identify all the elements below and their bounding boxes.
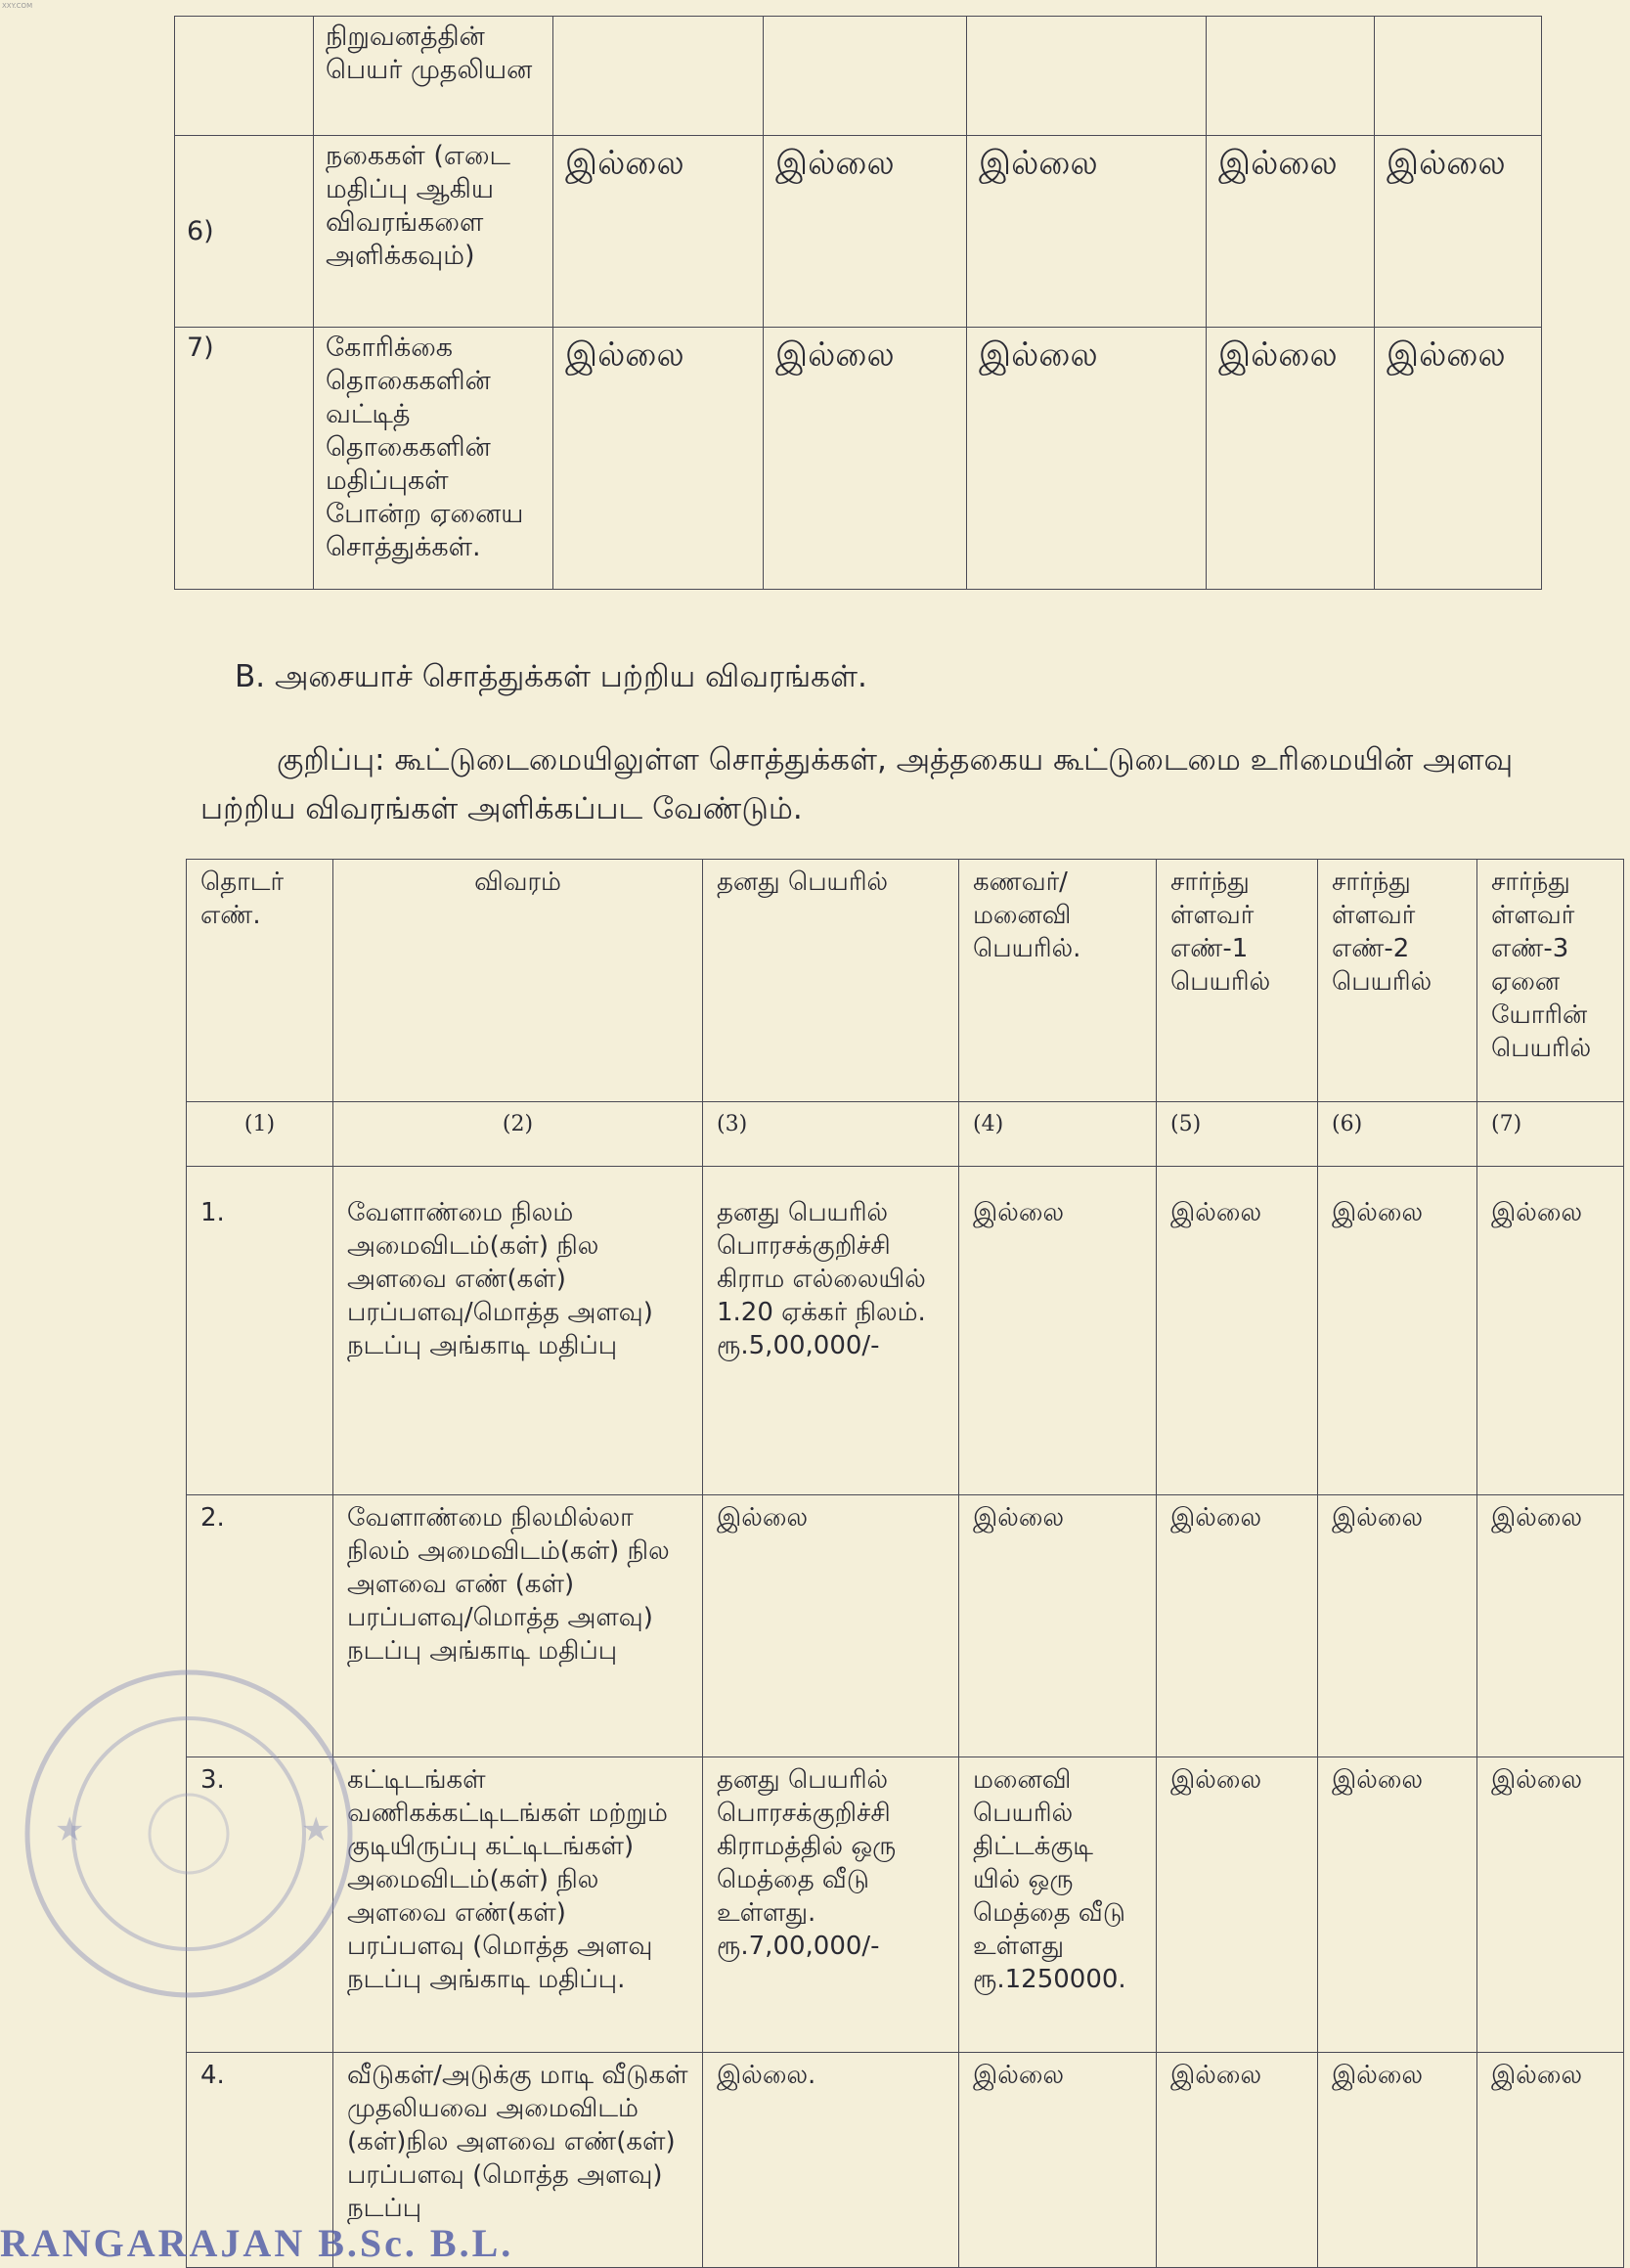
table-row bbox=[187, 1757, 1624, 2053]
table-cell: இல்லை bbox=[1477, 1167, 1624, 1495]
row-number: 2. bbox=[187, 1495, 333, 1757]
section-heading: B. அசையாச் சொத்துக்கள் பற்றிய விவரங்கள். bbox=[235, 659, 867, 694]
row-description: நிறுவனத்தின் பெயர் முதலியன bbox=[314, 17, 553, 136]
table-cell: இல்லை bbox=[1207, 136, 1375, 328]
row-description: கட்டிடங்கள் வணிகக்கட்டிடங்கள் மற்றும் குடியிருப்பு கட்டிடங்கள்) அமைவிடம்(கள்) நில அளவை எண்(கள்) பரப்பளவு (மொத்த அளவு நடப்பு அங்காடி மதிப்பு. bbox=[333, 1757, 703, 2053]
table-row bbox=[187, 1167, 1624, 1495]
row-number: 4. bbox=[187, 2053, 333, 2268]
table-cell: இல்லை bbox=[553, 136, 764, 328]
table-cell: இல்லை bbox=[764, 136, 967, 328]
column-header: விவரம் bbox=[333, 860, 703, 1102]
table-cell: இல்லை bbox=[1207, 328, 1375, 590]
column-header: தனது பெயரில் bbox=[703, 860, 959, 1102]
table-cell: இல்லை bbox=[1157, 2053, 1318, 2268]
column-number: (5) bbox=[1157, 1102, 1318, 1167]
table-cell: இல்லை bbox=[1375, 136, 1542, 328]
row-description: கோரிக்கை தொகைகளின் வட்டித் தொகைகளின் மதிப்புகள் போன்ற ஏனைய சொத்துக்கள். bbox=[314, 328, 553, 590]
assets-table-continued bbox=[174, 16, 1542, 590]
table-cell bbox=[764, 17, 967, 136]
table-cell bbox=[1207, 17, 1375, 136]
table-cell: இல்லை bbox=[1157, 1495, 1318, 1757]
svg-text:★: ★ bbox=[301, 1810, 331, 1849]
row-description: வேளாண்மை நிலம் அமைவிடம்(கள்) நில அளவை எண்(கள்) பரப்பளவு/மொத்த அளவு) நடப்பு அங்காடி மதிப்பு bbox=[333, 1167, 703, 1495]
table-cell: தனது பெயரில் பொரசக்குறிச்சி கிராமத்தில் ஒரு மெத்தை வீடு உள்ளது. ரூ.7,00,000/- bbox=[703, 1757, 959, 2053]
table-cell: இல்லை bbox=[959, 2053, 1157, 2268]
row-number: 1. bbox=[187, 1167, 333, 1495]
row-number: 6) bbox=[175, 136, 314, 328]
column-number: (6) bbox=[1318, 1102, 1477, 1167]
immovable-assets-table bbox=[186, 859, 1624, 2268]
table-cell: இல்லை bbox=[1477, 2053, 1624, 2268]
table-cell: இல்லை bbox=[1318, 1757, 1477, 2053]
table-row bbox=[175, 17, 1542, 136]
table-cell: மனைவி பெயரில் திட்டக்குடி யில் ஒரு மெத்தை வீடு உள்ளது ரூ.1250000. bbox=[959, 1757, 1157, 2053]
table-row bbox=[175, 328, 1542, 590]
table-cell: இல்லை bbox=[959, 1495, 1157, 1757]
column-number-row bbox=[187, 1102, 1624, 1167]
column-number: (7) bbox=[1477, 1102, 1624, 1167]
table-cell: இல்லை bbox=[553, 328, 764, 590]
table-cell: இல்லை bbox=[1477, 1757, 1624, 2053]
column-number: (4) bbox=[959, 1102, 1157, 1167]
table-cell: தனது பெயரில் பொரசக்குறிச்சி கிராம எல்லையில் 1.20 ஏக்கர் நிலம். ரூ.5,00,000/- bbox=[703, 1167, 959, 1495]
table-cell bbox=[1375, 17, 1542, 136]
column-number: (1) bbox=[187, 1102, 333, 1167]
header-marker: XXY.COM bbox=[2, 2, 33, 10]
column-header: கணவர்/ மனைவி பெயரில். bbox=[959, 860, 1157, 1102]
table-cell: இல்லை bbox=[967, 328, 1207, 590]
column-number: (2) bbox=[333, 1102, 703, 1167]
svg-text:★: ★ bbox=[55, 1810, 85, 1849]
table-cell bbox=[967, 17, 1207, 136]
table-cell: இல்லை. bbox=[703, 2053, 959, 2268]
table-cell: இல்லை bbox=[1157, 1167, 1318, 1495]
table-cell: இல்லை bbox=[1375, 328, 1542, 590]
table-cell: இல்லை bbox=[967, 136, 1207, 328]
table-row bbox=[175, 136, 1542, 328]
row-description: வீடுகள்/அடுக்கு மாடி வீடுகள் முதலியவை அமைவிடம் (கள்)நில அளவை எண்(கள்) பரப்பளவு (மொத்த அளவு) நடப்பு bbox=[333, 2053, 703, 2268]
section-note: குறிப்பு: கூட்டுடைமையிலுள்ள சொத்துக்கள், அத்தகைய கூட்டுடைமை உரிமையின் அளவு பற்றிய விவரங்கள் அளிக்கப்பட வேண்டும். bbox=[200, 742, 1514, 826]
table-row bbox=[187, 1495, 1624, 1757]
row-description: வேளாண்மை நிலமில்லா நிலம் அமைவிடம்(கள்) நில அளவை எண் (கள்) பரப்பளவு/மொத்த அளவு) நடப்பு அங்காடி மதிப்பு bbox=[333, 1495, 703, 1757]
table-cell: இல்லை bbox=[1318, 1167, 1477, 1495]
column-header: சார்ந்து ள்ளவர் எண்-2 பெயரில் bbox=[1318, 860, 1477, 1102]
table-cell bbox=[553, 17, 764, 136]
official-stamp bbox=[18, 1663, 360, 2005]
column-header: சார்ந்து ள்ளவர் எண்-3 ஏனை யோரின் பெயரில் bbox=[1477, 860, 1624, 1102]
table-cell: இல்லை bbox=[1318, 1495, 1477, 1757]
table-cell: இல்லை bbox=[1157, 1757, 1318, 2053]
row-number: 3. bbox=[187, 1757, 333, 2053]
row-number: 7) bbox=[175, 328, 314, 590]
table-cell: இல்லை bbox=[1477, 1495, 1624, 1757]
table-header-row bbox=[187, 860, 1624, 1102]
advocate-seal: RANGARAJAN B.Sc. B.L. bbox=[0, 2221, 514, 2265]
table-cell: இல்லை bbox=[959, 1167, 1157, 1495]
row-number bbox=[175, 17, 314, 136]
column-number: (3) bbox=[703, 1102, 959, 1167]
table-cell: இல்லை bbox=[703, 1495, 959, 1757]
table-cell: இல்லை bbox=[1318, 2053, 1477, 2268]
column-header: தொடர் எண். bbox=[187, 860, 333, 1102]
row-description: நகைகள் (எடை மதிப்பு ஆகிய விவரங்களை அளிக்கவும்) bbox=[314, 136, 553, 328]
column-header: சார்ந்து ள்ளவர் எண்-1 பெயரில் bbox=[1157, 860, 1318, 1102]
table-cell: இல்லை bbox=[764, 328, 967, 590]
